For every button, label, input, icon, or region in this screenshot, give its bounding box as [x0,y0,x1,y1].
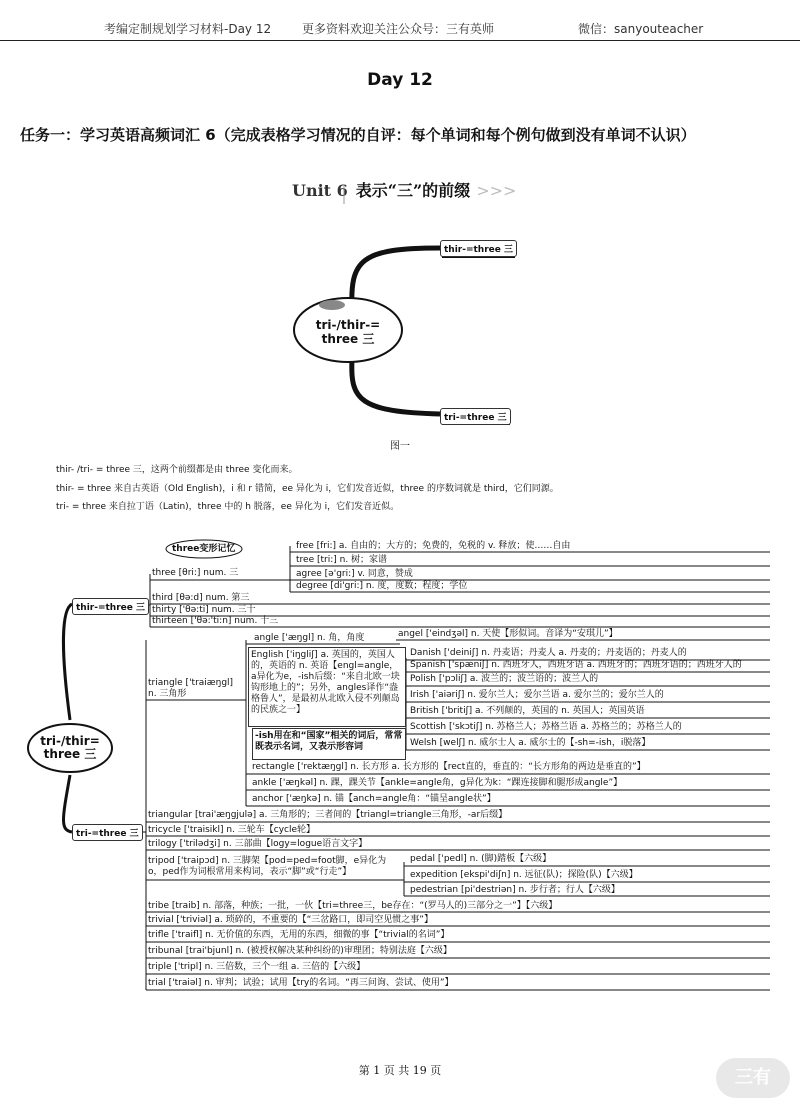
word-tree: tree [tri:] n. 树；家谱 [296,555,388,565]
word-trifle: trifle ['traifl] n. 无价值的东西，无用的东西，细微的事【“trivial的名词”】 [148,930,450,940]
word-free: free [fri:] a. 自由的；大方的；免费的，免税的 v. 释放；使……自由 [296,541,571,551]
word-spanish: Spanish ['spæniʃ] n. 西班牙人，西班牙语 a. 西班牙的；西班牙语的；西班牙人的 [410,660,742,670]
word-thirty: thirty ['θə:ti] num. 三十 [152,605,256,615]
word-triangle: triangle ['traiæŋgl] n. 三角形 [148,678,234,699]
word-polish: Polish ['pɔliʃ] a. 波兰的；波兰语的；波兰人的 [410,674,599,684]
word-pedal: pedal ['pedl] n. (脚)踏板【六级】 [410,854,552,864]
unit-arrows: >>> [476,181,517,200]
fig1-tri-node: tri-=three 三 [440,408,511,425]
header-center: 更多资料欢迎关注公众号：三有英师 [302,22,495,36]
word-angel: angel ['eindʒəl] n. 天使【形似词。音译为“安琪儿”】 [398,629,618,639]
header-left: 考编定制规划学习材料-Day 12 [104,22,272,36]
word-thirteen: thirteen ['θə:'ti:n] num. 十三 [152,616,279,626]
note-line-2: thir- = three 来自古英语（Old English)，i 和 r 错简，ee 异化为 i，它们发音近似，three 的序数词就是 third，它们同源。 [56,484,559,494]
word-welsh: Welsh [welʃ] n. 威尔士人 a. 威尔士的【-sh=-ish，i脱落】 [410,738,651,748]
word-rectangle: rectangle ['rektæŋgl] n. 长方形 a. 长方形的【rect直的，垂直的：“长方形角的两边是垂直的”】 [252,762,646,772]
page-footer: 第 1 页 共 19 页 [358,1064,442,1077]
word-ankle: ankle ['æŋkəl] n. 踝，踝关节【ankle=angle角，g异化为k：“踝连接脚和腿形成angle”】 [252,778,623,788]
word-third: third [θə:d] num. 第三 [152,593,250,603]
word-danish: Danish ['deiniʃ] n. 丹麦语；丹麦人 a. 丹麦的；丹麦语的；丹麦人的 [410,648,687,658]
word-british: British ['britiʃ] a. 不列颠的，英国的 n. 英国人；英国英语 [410,706,645,716]
word-scottish: Scottish ['skɔtiʃ] n. 苏格兰人；苏格兰语 a. 苏格兰的；苏格兰人的 [410,722,682,732]
header-right: 微信：sanyouteacher [578,22,704,36]
word-pedestrian: pedestrian [pi'destriən] n. 步行者；行人【六级】 [410,885,620,895]
word-trivial: trivial ['triviəl] a. 琐碎的，不重要的【“三岔路口，即司空见惯之事”】 [148,915,433,925]
watermark-logo: 三有 [716,1058,790,1098]
word-tricycle: tricycle ['traisikl] n. 三轮车【cycle轮】 [148,825,316,835]
map-thir-node: thir-=three 三 [72,598,149,615]
fig1-thir-node: thir-=three 三 [440,240,517,257]
word-three: three [θri:] num. 三 [152,568,239,578]
word-tribunal: tribunal [trai'bjunl] n. (被授权解决某种纠纷的)审理团；特别法庭【六级】 [148,946,452,956]
three-memory-cloud: three变形记忆 [172,544,236,554]
word-degree: degree [di'gri:] n. 度，度数；程度；学位 [296,581,468,591]
word-triple: triple ['tripl] n. 三倍数，三个一组 a. 三倍的【六级】 [148,962,366,972]
word-anchor: anchor ['æŋkə] n. 锚【anch=angle角：“锚呈angle状”】 [252,794,496,804]
unit-label: Unit 6 [292,181,348,200]
note-line-3: tri- = three 来自拉丁语（Latin)，three 中的 h 脱落，ee 异化为 i，它们发音近似。 [56,502,400,512]
word-expedition: expedition [ekspi'diʃn] n. 远征(队)；探险(队)【六级】 [410,870,638,880]
ish-note: -ish用在和“国家”相关的词后，常常既表示名词，又表示形容词 [252,728,406,760]
word-trial: trial ['traiəl] n. 审判；试验；试用【try的名词。“再三问询、尝试、使用”】 [148,978,454,988]
page-title: Day 12 [367,70,433,90]
unit-topic: 表示“三”的前缀 [355,181,471,200]
word-tribe: tribe [traib] n. 部落，种族；一批，一伙【tri=three三，be存在：“(罗马人的)三部分之一”】【六级】 [148,901,558,911]
word-english: English ['iŋgliʃ] a. 英国的，英国人的，英语的 n. 英语【engl=angle，a异化为e，-ish后缀：“来自北欧一块钩形地上的”；另外，angles译作“盎格鲁人”，是最初从北欧入侵不列颠岛的民族之一】 [248,647,406,727]
word-tripod: tripod ['traipɔd] n. 三脚架【pod=ped=foot脚，e异化为o，ped作为词根常用来构词，表示“脚”或“行走”】 [148,856,387,877]
task-heading: 任务一：学习英语高频词汇 6（完成表格学习情况的自评：每个单词和每个例句做到没有单词不认识） [20,126,696,144]
map-root-node: tri-/thir= three 三 [40,734,100,761]
word-agree: agree [ə'gri:] v. 同意，赞成 [296,569,413,579]
word-irish: Irish ['aiəriʃ] n. 爱尔兰人；爱尔兰语 a. 爱尔兰的；爱尔兰人的 [410,690,664,700]
figure-caption: 图一 [390,441,410,452]
word-angle: angle ['æŋgl] n. 角，角度 [254,633,365,643]
word-trilogy: trilogy ['trilədʒi] n. 三部曲【logy=logue语言文字】 [148,839,368,849]
map-tri-node: tri-=three 三 [72,824,143,841]
word-triangular: triangular [trai'æŋgjulə] a. 三角形的；三者间的【triangl=triangle三角形，-ar后缀】 [148,810,508,820]
fig1-center-node: tri-/thir-= three 三 [315,318,381,346]
note-line-1: thir- /tri- = three 三，这两个前缀都是由 three 变化而来。 [56,465,298,475]
